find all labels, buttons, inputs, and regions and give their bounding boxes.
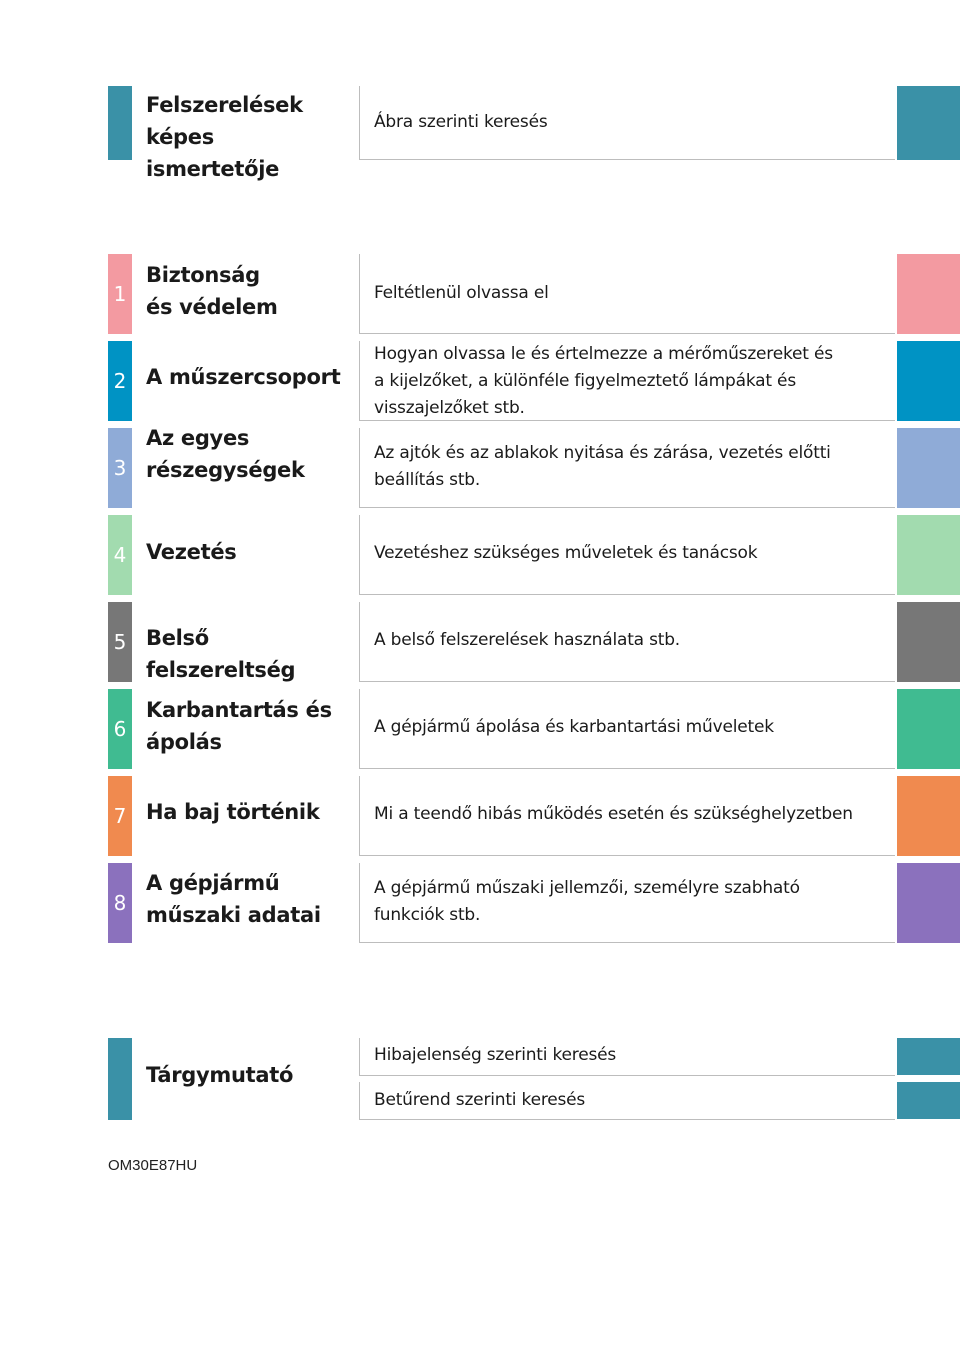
- chapter-4-section[interactable]: [0, 515, 960, 595]
- index-item-1-thumb-tab[interactable]: [897, 1038, 960, 1075]
- chapter-2-description-box: [359, 341, 895, 421]
- chapter-2-section[interactable]: [0, 341, 960, 421]
- header-color-bar: [108, 86, 132, 160]
- chapter-7-section[interactable]: [0, 776, 960, 856]
- chapter-3-thumb-tab[interactable]: [897, 428, 960, 508]
- chapter-8-thumb-tab[interactable]: [897, 863, 960, 943]
- chapter-3-description: Az ajtók és az ablakok nyitása és zárása, vezetés előtti beállítás stb.: [374, 443, 831, 490]
- index-item-1-box[interactable]: [359, 1038, 895, 1076]
- chapter-5-title: Belső felszereltség: [146, 626, 296, 682]
- chapter-7-number: 7: [113, 804, 127, 828]
- header-section[interactable]: [0, 86, 960, 181]
- chapter-6-description-box: [359, 689, 895, 769]
- chapter-4-number: 4: [113, 543, 127, 567]
- index-color-bar: [108, 1038, 132, 1120]
- chapter-1-thumb-tab[interactable]: [897, 254, 960, 334]
- header-thumb-tab[interactable]: [897, 86, 960, 160]
- chapter-2-description: Hogyan olvassa le és értelmezze a mérőműszereket és a kijelzőket, a különféle figyelmeztető lámpákat és visszajelzőket stb.: [374, 344, 833, 418]
- header-description-box: [359, 86, 895, 160]
- chapter-6-description: A gépjármű ápolása és karbantartási műveletek: [374, 717, 774, 737]
- chapter-3-number: 3: [113, 456, 127, 480]
- index-item-2[interactable]: Betűrend szerinti keresés: [374, 1090, 586, 1110]
- chapter-4-thumb-tab[interactable]: [897, 515, 960, 595]
- chapter-3-description-box: [359, 428, 895, 508]
- chapter-6-number: 6: [113, 717, 127, 741]
- chapter-2-number: 2: [113, 369, 127, 393]
- chapter-5-section[interactable]: [0, 602, 960, 682]
- index-item-2-thumb-tab[interactable]: [897, 1082, 960, 1119]
- header-description: Ábra szerinti keresés: [374, 112, 548, 132]
- chapter-6-title: Karbantartás és ápolás: [146, 698, 332, 754]
- chapter-7-thumb-tab[interactable]: [897, 776, 960, 856]
- chapter-2-thumb-tab[interactable]: [897, 341, 960, 421]
- header-title: Felszerelések képes ismertetője: [146, 93, 303, 181]
- chapter-3-title: Az egyes részegységek: [146, 426, 305, 482]
- chapter-7-description: Mi a teendő hibás működés esetén és szükséghelyzetben: [374, 804, 853, 824]
- document-code: OM30E87HU: [108, 1157, 198, 1174]
- chapter-8-title: A gépjármű műszaki adatai: [146, 871, 321, 927]
- chapter-8-description-box: [359, 863, 895, 943]
- chapter-4-description-box: [359, 515, 895, 595]
- chapter-8-section[interactable]: [0, 863, 960, 943]
- chapter-1-number: 1: [113, 282, 127, 306]
- chapter-5-description-box: [359, 602, 895, 682]
- chapter-2-title: A műszercsoport: [146, 365, 341, 389]
- index-title: Tárgymutató: [146, 1063, 294, 1087]
- chapter-8-description: A gépjármű műszaki jellemzői, személyre szabható funkciók stb.: [374, 878, 800, 925]
- chapter-1-description: Feltétlenül olvassa el: [374, 283, 549, 303]
- index-item-2-box[interactable]: [359, 1082, 895, 1120]
- chapter-1-title: Biztonság és védelem: [146, 263, 278, 319]
- chapter-4-title: Vezetés: [146, 540, 237, 564]
- chapter-7-description-box: [359, 776, 895, 856]
- index-section[interactable]: [0, 1038, 960, 1120]
- chapter-3-section[interactable]: [0, 428, 960, 508]
- chapter-5-description: A belső felszerelések használata stb.: [374, 630, 681, 650]
- chapter-5-thumb-tab[interactable]: [897, 602, 960, 682]
- chapter-4-description: Vezetéshez szükséges műveletek és tanácsok: [374, 543, 758, 563]
- chapter-1-section[interactable]: [0, 254, 960, 334]
- chapter-8-number: 8: [113, 891, 127, 915]
- chapter-6-thumb-tab[interactable]: [897, 689, 960, 769]
- index-item-1[interactable]: Hibajelenség szerinti keresés: [374, 1045, 617, 1065]
- chapter-6-section[interactable]: [0, 689, 960, 769]
- chapter-1-description-box: [359, 254, 895, 334]
- chapter-7-title: Ha baj történik: [146, 800, 320, 824]
- chapter-5-number: 5: [113, 630, 127, 654]
